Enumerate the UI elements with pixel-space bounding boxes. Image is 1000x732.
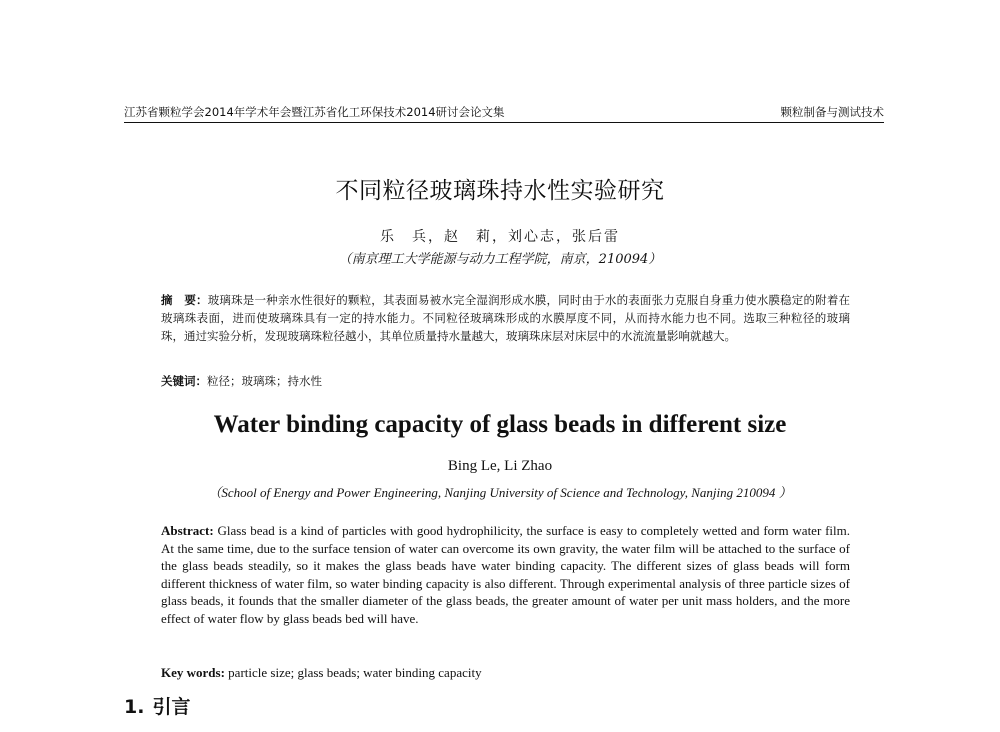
paper-title-en: Water binding capacity of glass beads in different size	[213, 411, 787, 438]
section-title: 引言	[152, 696, 191, 718]
abstract-cn-text: 玻璃珠是一种亲水性很好的颗粒，其表面易被水完全湿润形成水膜，同时由于水的表面张力克服自身重力使水膜稳定的附着在玻璃珠表面，进而使玻璃珠具有一定的持水能力。不同粒径玻璃珠形成的水膜厚度不同，从而持水能力也不同。选取三种粒径的玻璃珠，通过实验分析，发现玻璃珠粒径越小，其单位质量持水量越大，玻璃珠床层对床层中的水流流量影响就越大。	[161, 293, 851, 343]
keywords-cn	[161, 372, 850, 390]
authors-en: Bing Le, Li Zhao	[447, 458, 553, 474]
section-number: 1.	[124, 696, 145, 718]
section-heading	[124, 692, 190, 719]
abstract-cn-label: 摘 要：	[161, 293, 208, 307]
keywords-en-label: Key words:	[161, 665, 225, 680]
abstract-cn	[161, 291, 850, 345]
abstract-en-label: Abstract:	[161, 523, 214, 538]
abstract-en-text: Glass bead is a kind of particles with good hydrophilicity, the surface is easy to completely wetted and form water film. At the same time, due to the surface tension of water can overcome its own gravity, the water film will be attached to the surface of the glass beads steadily, so it makes the glass beads have water binding capacity. The different sizes of glass beads will form different thickness of water film, so water binding capacity is also different. Through experimental analysis of three particle sizes of glass beads, it founds that the smaller diameter of the glass beads, the greater amount of water per unit mass holders, and the more effect of water flow by glass beads bed will have.	[161, 523, 850, 626]
header-section-name: 颗粒制备与测试技术	[780, 105, 884, 119]
keywords-cn-text: 粒径；玻璃珠；持水性	[207, 374, 322, 388]
paper-title-cn: 不同粒径玻璃珠持水性实验研究	[335, 178, 665, 204]
keywords-en	[161, 664, 850, 681]
running-header	[124, 104, 884, 123]
keywords-cn-label: 关键词：	[161, 374, 207, 388]
header-proceedings-title: 江苏省颗粒学会2014年学术年会暨江苏省化工环保技术2014研讨会论文集	[124, 105, 505, 119]
affiliation-en: （School of Energy and Power Engineering, Nanjing University of Science and Technology, Nanjing 210094 ）	[208, 485, 792, 500]
affiliation-cn: （南京理工大学能源与动力工程学院，南京，210094）	[338, 252, 662, 267]
keywords-en-text: particle size; glass beads; water binding capacity	[228, 665, 482, 680]
authors-cn: 乐 兵，赵 莉，刘心志，张后雷	[380, 229, 620, 245]
abstract-en	[161, 522, 850, 628]
